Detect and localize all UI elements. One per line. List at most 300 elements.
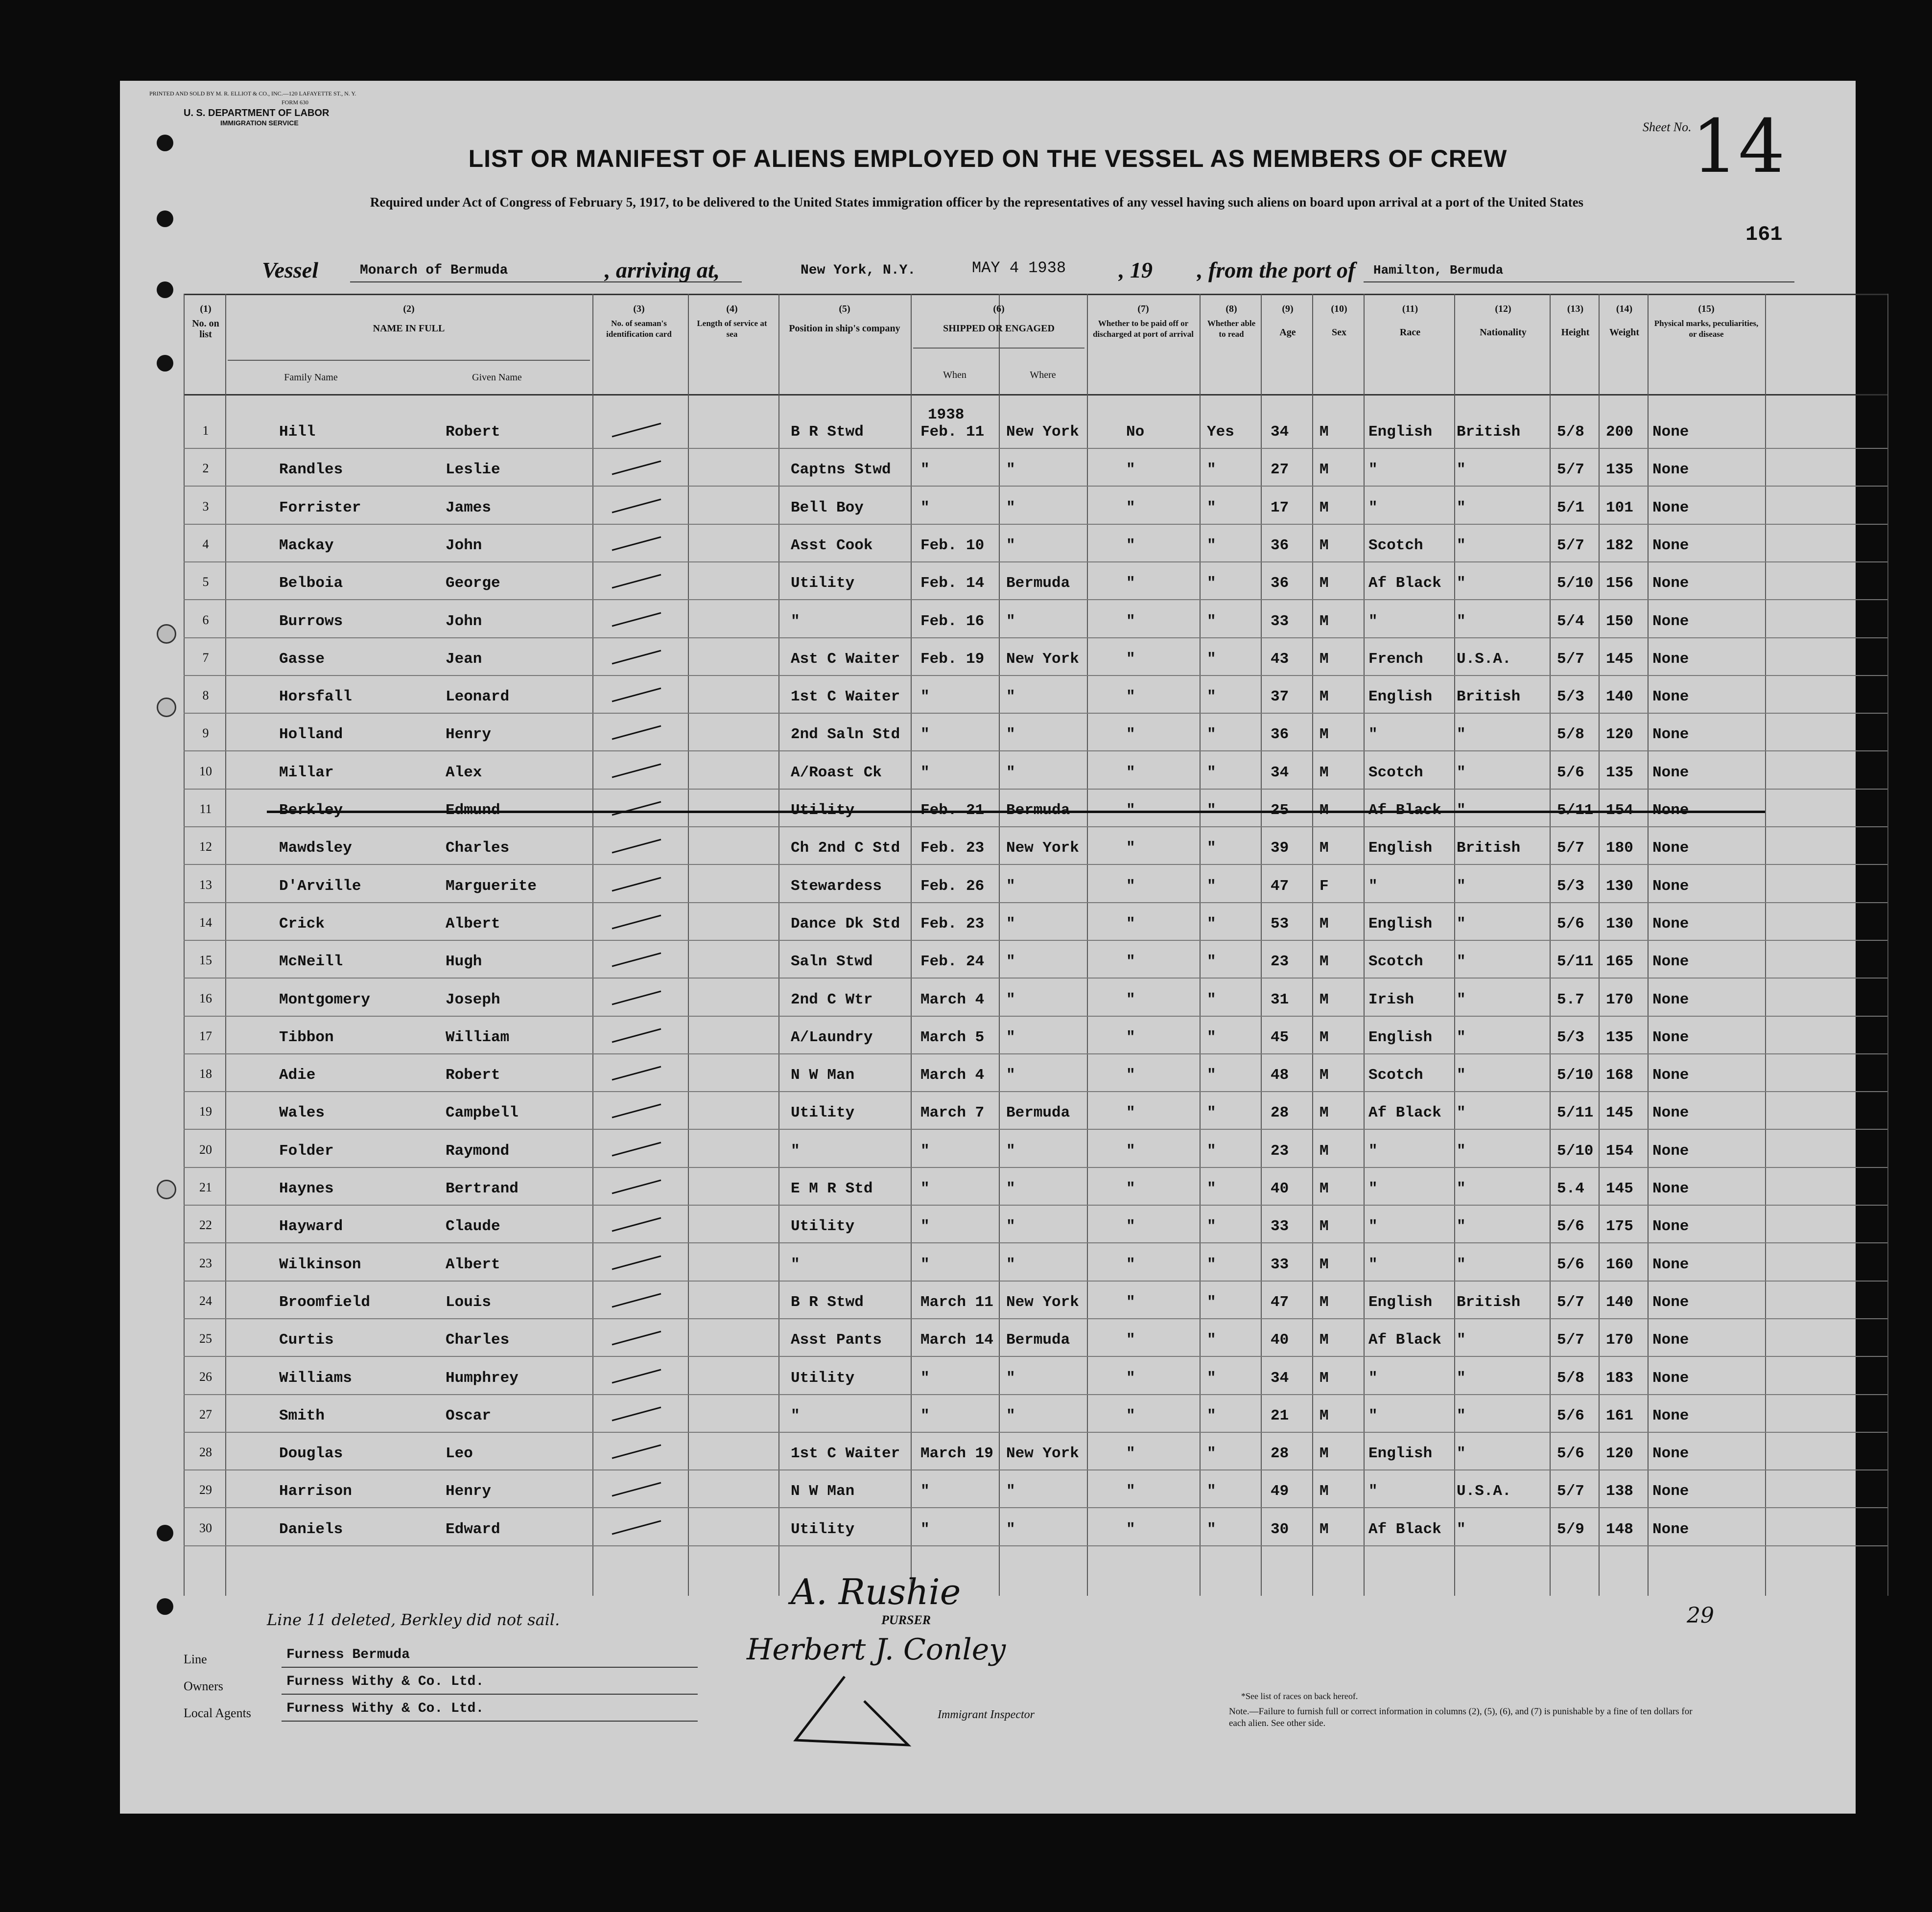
cell-no: 28 <box>199 1445 212 1460</box>
cell-height: 5/6 <box>1557 1407 1584 1424</box>
cell-age: 34 <box>1271 764 1289 781</box>
cell-family: Randles <box>279 461 343 479</box>
cell-when: March 4 <box>920 991 985 1008</box>
cell-given: Leslie <box>446 461 500 479</box>
cell-no: 26 <box>199 1369 212 1384</box>
cell-weight: 140 <box>1606 1293 1633 1311</box>
cell-age: 28 <box>1271 1445 1289 1463</box>
cell-nat: " <box>1457 1369 1466 1387</box>
cell-pos: Utility <box>791 1520 855 1538</box>
cell-when: " <box>920 764 930 781</box>
cell-when: Feb. 26 <box>920 877 985 895</box>
col-10-header: (10) Sex <box>1331 303 1347 338</box>
cell-height: 5/6 <box>1557 915 1584 933</box>
cell-given: James <box>446 499 492 516</box>
arrival-date: MAY 4 1938 <box>972 259 1066 277</box>
cell-no: 9 <box>202 726 209 741</box>
cell-when: Feb. 16 <box>920 612 985 630</box>
cell-family: Hayward <box>279 1218 343 1236</box>
cell-height: 5/11 <box>1557 953 1594 971</box>
cell-sex: M <box>1319 1142 1329 1160</box>
cell-family: D'Arville <box>279 877 361 895</box>
cell-when: " <box>920 499 930 516</box>
cell-marks: None <box>1652 575 1689 592</box>
cell-paid: " <box>1126 536 1135 554</box>
cell-family: Millar <box>279 764 334 781</box>
id-card-tick-mark <box>610 1366 663 1385</box>
cell-pos: Saln Stwd <box>791 953 873 971</box>
cell-height: 5/6 <box>1557 1256 1584 1273</box>
cell-paid: " <box>1126 1369 1135 1387</box>
id-card-tick-mark <box>610 760 663 780</box>
cell-read: " <box>1207 726 1216 744</box>
row-rule <box>184 864 1887 865</box>
cell-read: " <box>1207 1445 1216 1463</box>
cell-marks: None <box>1652 688 1689 706</box>
cell-pos: " <box>791 1256 800 1273</box>
cell-where: " <box>1006 877 1015 895</box>
cell-sex: M <box>1319 688 1329 706</box>
cell-where: " <box>1006 688 1015 706</box>
cell-age: 37 <box>1271 688 1289 706</box>
cell-given: Charles <box>446 1331 510 1349</box>
row-rule <box>184 1016 1887 1017</box>
cell-read: " <box>1207 1483 1216 1500</box>
cell-family: Crick <box>279 915 325 933</box>
row-rule <box>184 902 1887 903</box>
cell-no: 13 <box>199 877 212 892</box>
cell-marks: None <box>1652 915 1689 933</box>
cell-read: " <box>1207 1028 1216 1046</box>
col-11-header: (11) Race <box>1399 303 1421 338</box>
cell-race: Scotch <box>1368 764 1423 781</box>
row-rule <box>184 675 1887 676</box>
row-rule <box>184 1394 1887 1395</box>
id-card-tick-mark <box>610 609 663 629</box>
cell-paid: " <box>1126 1142 1135 1160</box>
cell-family: Harrison <box>279 1483 352 1500</box>
cell-no: 22 <box>199 1218 212 1233</box>
row-rule <box>184 1129 1887 1130</box>
cell-read: " <box>1207 1180 1216 1197</box>
cell-no: 29 <box>199 1483 212 1497</box>
cell-marks: None <box>1652 1180 1689 1197</box>
agents-label: Local Agents <box>184 1706 251 1720</box>
cell-paid: No <box>1126 423 1145 441</box>
cell-pos: 1st C Waiter <box>791 1445 900 1463</box>
row-rule <box>184 1545 1887 1546</box>
sheet-number: 14 <box>1692 104 1785 189</box>
cell-where: New York <box>1006 1445 1079 1463</box>
cell-nat: " <box>1457 764 1466 781</box>
cell-no: 1 <box>202 423 209 438</box>
cell-read: " <box>1207 1331 1216 1349</box>
cell-family: Broomfield <box>279 1293 371 1311</box>
cell-paid: " <box>1126 612 1135 630</box>
year-label: , 19 <box>1119 257 1153 282</box>
id-card-tick-mark <box>610 874 663 893</box>
cell-family: Douglas <box>279 1445 343 1463</box>
cell-height: 5/6 <box>1557 1218 1584 1236</box>
cell-marks: None <box>1652 1483 1689 1500</box>
cell-paid: " <box>1126 877 1135 895</box>
cell-weight: 156 <box>1606 575 1633 592</box>
col-3-header: (3) No. of seaman's identification card <box>606 303 672 339</box>
cell-where: " <box>1006 1218 1015 1236</box>
cell-race: English <box>1368 688 1433 706</box>
cell-weight: 150 <box>1606 612 1633 630</box>
cell-sex: M <box>1319 575 1329 592</box>
cell-nat: " <box>1457 915 1466 933</box>
cell-marks: None <box>1652 650 1689 668</box>
cell-nat: " <box>1457 1180 1466 1197</box>
cell-family: Adie <box>279 1067 316 1084</box>
cell-read: " <box>1207 953 1216 971</box>
cell-height: 5/6 <box>1557 1445 1584 1463</box>
cell-paid: " <box>1126 1407 1135 1424</box>
printer-imprint: PRINTED AND SOLD BY M. R. ELLIOT & CO., INC.—120 LAFAYETTE ST., N. Y. <box>149 90 356 97</box>
cell-sex: M <box>1319 423 1329 441</box>
cell-sex: F <box>1319 877 1329 895</box>
cell-paid: " <box>1126 726 1135 744</box>
column-rule <box>1648 294 1649 1596</box>
cell-nat: " <box>1457 461 1466 479</box>
cell-weight: 160 <box>1606 1256 1633 1273</box>
cell-nat: " <box>1457 612 1466 630</box>
id-card-tick-mark <box>610 1517 663 1537</box>
cell-race: Af Black <box>1368 575 1441 592</box>
id-card-tick-mark <box>610 911 663 931</box>
cell-no: 30 <box>199 1520 212 1535</box>
cell-height: 5/10 <box>1557 1142 1594 1160</box>
cell-read: " <box>1207 1256 1216 1273</box>
id-card-tick-mark <box>610 1025 663 1045</box>
cell-family: Forrister <box>279 499 361 516</box>
cell-read: " <box>1207 839 1216 857</box>
cell-age: 36 <box>1271 726 1289 744</box>
cell-when: " <box>920 1407 930 1424</box>
cell-nat: U.S.A. <box>1457 1483 1511 1500</box>
cell-paid: " <box>1126 1293 1135 1311</box>
cell-weight: 148 <box>1606 1520 1633 1538</box>
arriving-label: , arriving at, <box>605 257 720 282</box>
cell-sex: M <box>1319 1256 1329 1273</box>
cell-no: 19 <box>199 1104 212 1119</box>
cell-where: New York <box>1006 839 1079 857</box>
id-card-tick-mark <box>610 1100 663 1120</box>
cell-where: New York <box>1006 1293 1079 1311</box>
cell-when: Feb. 24 <box>920 953 985 971</box>
id-card-tick-mark <box>610 1214 663 1234</box>
cell-race: " <box>1368 1483 1378 1500</box>
cell-pos: " <box>791 1407 800 1424</box>
cell-when: March 19 <box>920 1445 993 1463</box>
cell-sex: M <box>1319 461 1329 479</box>
row-rule <box>184 1469 1887 1470</box>
cell-nat: " <box>1457 536 1466 554</box>
cell-paid: " <box>1126 575 1135 592</box>
col-4-header: (4) Length of service at sea <box>697 303 767 339</box>
cell-read: " <box>1207 1293 1216 1311</box>
id-card-tick-mark <box>610 1403 663 1423</box>
cell-given: Robert <box>446 423 500 441</box>
cell-race: French <box>1368 650 1423 668</box>
id-card-tick-mark <box>610 1441 663 1461</box>
cell-race: Irish <box>1368 991 1414 1008</box>
cell-read: " <box>1207 915 1216 933</box>
cell-family: Gasse <box>279 650 325 668</box>
cell-nat: " <box>1457 1067 1466 1084</box>
cell-when: March 4 <box>920 1067 985 1084</box>
cell-nat: U.S.A. <box>1457 650 1511 668</box>
id-card-tick-mark <box>610 1139 663 1158</box>
cell-marks: None <box>1652 1445 1689 1463</box>
purser-label: PURSER <box>881 1613 931 1627</box>
cell-sex: M <box>1319 499 1329 516</box>
cell-family: Smith <box>279 1407 325 1424</box>
cell-no: 24 <box>199 1293 212 1308</box>
cell-given: Hugh <box>446 953 482 971</box>
cell-race: " <box>1368 1256 1378 1273</box>
cell-height: 5/7 <box>1557 461 1584 479</box>
cell-nat: " <box>1457 1445 1466 1463</box>
cell-sex: M <box>1319 839 1329 857</box>
cell-read: " <box>1207 991 1216 1008</box>
binder-hole <box>157 1525 173 1541</box>
column-rule <box>911 294 912 1596</box>
cell-when: " <box>920 461 930 479</box>
cell-pos: Captns Stwd <box>791 461 891 479</box>
cell-sex: M <box>1319 764 1329 781</box>
cell-where: " <box>1006 499 1015 516</box>
cell-height: 5/7 <box>1557 1483 1584 1500</box>
cell-where: " <box>1006 915 1015 933</box>
cell-race: English <box>1368 839 1433 857</box>
cell-where: " <box>1006 1407 1015 1424</box>
where-header: Where <box>1030 370 1056 380</box>
cell-pos: Asst Pants <box>791 1331 882 1349</box>
cell-given: Henry <box>446 1483 492 1500</box>
cell-sex: M <box>1319 1369 1329 1387</box>
vessel-name: Monarch of Bermuda <box>360 263 508 278</box>
col-5-header: (5) Position in ship's company <box>789 303 900 334</box>
cell-no: 16 <box>199 991 212 1005</box>
line-label: Line <box>184 1652 207 1666</box>
row-rule <box>184 1281 1887 1282</box>
cell-height: 5/4 <box>1557 612 1584 630</box>
column-rule <box>184 294 185 1596</box>
cell-nat: " <box>1457 1331 1466 1349</box>
cell-nat: " <box>1457 1520 1466 1538</box>
vessel-label: Vessel <box>262 257 318 282</box>
cell-pos: Stewardess <box>791 877 882 895</box>
row-rule <box>184 561 1887 562</box>
cell-where: " <box>1006 1067 1015 1084</box>
cell-weight: 135 <box>1606 461 1633 479</box>
cell-paid: " <box>1126 1331 1135 1349</box>
cell-age: 48 <box>1271 1067 1289 1084</box>
cell-pos: Asst Cook <box>791 536 873 554</box>
cell-age: 39 <box>1271 839 1289 857</box>
cell-paid: " <box>1126 1028 1135 1046</box>
cell-weight: 168 <box>1606 1067 1633 1084</box>
cell-family: Curtis <box>279 1331 334 1349</box>
cell-given: William <box>446 1028 510 1046</box>
cell-race: " <box>1368 612 1378 630</box>
column-rule <box>1312 294 1313 1596</box>
cell-given: Leonard <box>446 688 510 706</box>
cell-read: " <box>1207 1407 1216 1424</box>
cell-pos: Bell Boy <box>791 499 864 516</box>
cell-race: " <box>1368 1142 1378 1160</box>
cell-age: 36 <box>1271 536 1289 554</box>
cell-age: 53 <box>1271 915 1289 933</box>
agents-value: Furness Withy & Co. Ltd. <box>286 1701 484 1716</box>
cell-age: 34 <box>1271 423 1289 441</box>
cell-where: New York <box>1006 650 1079 668</box>
cell-no: 10 <box>199 764 212 778</box>
cell-height: 5/8 <box>1557 1369 1584 1387</box>
cell-when: " <box>920 1369 930 1387</box>
cell-pos: B R Stwd <box>791 1293 864 1311</box>
cell-no: 21 <box>199 1180 212 1194</box>
cell-where: " <box>1006 1520 1015 1538</box>
cell-marks: None <box>1652 423 1689 441</box>
col-14-header: (14) Weight <box>1609 303 1640 338</box>
col-8-header: (8) Whether able to read <box>1207 303 1256 339</box>
cell-marks: None <box>1652 839 1689 857</box>
cell-age: 40 <box>1271 1331 1289 1349</box>
cell-pos: A/Roast Ck <box>791 764 882 781</box>
cell-read: " <box>1207 461 1216 479</box>
cell-height: 5/3 <box>1557 688 1584 706</box>
column-rule <box>999 294 1000 1596</box>
from-label: , from the port of <box>1197 257 1356 282</box>
cell-nat: " <box>1457 1104 1466 1122</box>
cell-marks: None <box>1652 726 1689 744</box>
cell-when: " <box>920 1256 930 1273</box>
cell-paid: " <box>1126 1180 1135 1197</box>
cell-race: Af Black <box>1368 1331 1441 1349</box>
cell-no: 25 <box>199 1331 212 1346</box>
cell-marks: None <box>1652 1520 1689 1538</box>
cell-marks: None <box>1652 461 1689 479</box>
column-rule <box>1887 294 1888 1596</box>
cell-pos: Utility <box>791 1218 855 1236</box>
purser-signature: A. Rushie <box>791 1571 961 1612</box>
family-name-header: Family Name <box>284 372 338 383</box>
cell-weight: 140 <box>1606 688 1633 706</box>
cell-pos: 1st C Waiter <box>791 688 900 706</box>
cell-given: Joseph <box>446 991 500 1008</box>
cell-when: " <box>920 1142 930 1160</box>
cell-read: " <box>1207 1369 1216 1387</box>
cell-when: Feb. 10 <box>920 536 985 554</box>
cell-paid: " <box>1126 461 1135 479</box>
cell-paid: " <box>1126 953 1135 971</box>
cell-race: " <box>1368 1180 1378 1197</box>
cell-family: Horsfall <box>279 688 352 706</box>
cell-weight: 138 <box>1606 1483 1633 1500</box>
col-13-header: (13) Height <box>1561 303 1590 338</box>
binder-hole <box>157 355 173 372</box>
row-rule <box>184 978 1887 979</box>
cell-nat: " <box>1457 1142 1466 1160</box>
cell-sex: M <box>1319 1520 1329 1538</box>
cell-given: Albert <box>446 915 500 933</box>
cell-read: " <box>1207 612 1216 630</box>
cell-family: Belboia <box>279 575 343 592</box>
cell-given: Claude <box>446 1218 500 1236</box>
cell-nat: " <box>1457 575 1466 592</box>
row-rule <box>184 1507 1887 1508</box>
cell-family: Montgomery <box>279 991 371 1008</box>
cell-where: " <box>1006 953 1015 971</box>
cell-weight: 135 <box>1606 1028 1633 1046</box>
cell-age: 43 <box>1271 650 1289 668</box>
column-rule <box>1599 294 1600 1596</box>
id-card-tick-mark <box>610 571 663 590</box>
when-header: When <box>943 370 966 380</box>
row-rule <box>184 599 1887 600</box>
cell-read: " <box>1207 650 1216 668</box>
id-card-tick-mark <box>610 647 663 666</box>
cell-pos: Dance Dk Std <box>791 915 900 933</box>
cell-no: 20 <box>199 1142 212 1157</box>
row-rule <box>184 1356 1887 1357</box>
cell-given: John <box>446 536 482 554</box>
service: IMMIGRATION SERVICE <box>220 119 299 127</box>
column-rule <box>1454 294 1455 1596</box>
cell-given: Marguerite <box>446 877 537 895</box>
cell-height: 5/10 <box>1557 575 1594 592</box>
cell-given: Jean <box>446 650 482 668</box>
cell-nat: British <box>1457 1293 1521 1311</box>
row-rule <box>184 1242 1887 1243</box>
cell-nat: " <box>1457 877 1466 895</box>
cell-nat: " <box>1457 1028 1466 1046</box>
cell-read: " <box>1207 1520 1216 1538</box>
row-rule <box>184 1318 1887 1319</box>
cell-pos: Utility <box>791 1104 855 1122</box>
cell-family: Haynes <box>279 1180 334 1197</box>
cell-paid: " <box>1126 991 1135 1008</box>
cell-where: Bermuda <box>1006 575 1070 592</box>
column-rule <box>1261 294 1262 1596</box>
cell-given: Robert <box>446 1067 500 1084</box>
cell-marks: None <box>1652 1369 1689 1387</box>
cell-paid: " <box>1126 499 1135 516</box>
cell-weight: 183 <box>1606 1369 1633 1387</box>
cell-age: 47 <box>1271 877 1289 895</box>
cell-height: 5/10 <box>1557 1067 1594 1084</box>
cell-weight: 130 <box>1606 877 1633 895</box>
cell-sex: M <box>1319 1180 1329 1197</box>
cell-pos: 2nd C Wtr <box>791 991 873 1008</box>
cell-height: 5.7 <box>1557 991 1584 1008</box>
cell-nat: " <box>1457 1218 1466 1236</box>
cell-marks: None <box>1652 1218 1689 1236</box>
row-rule <box>184 524 1887 525</box>
from-port: Hamilton, Bermuda <box>1373 263 1504 278</box>
row-rule <box>184 1432 1887 1433</box>
deletion-note: Line 11 deleted, Berkley did not sail. <box>267 1610 560 1629</box>
cell-pos: " <box>791 612 800 630</box>
cell-weight: 101 <box>1606 499 1633 516</box>
cell-read: Yes <box>1207 423 1234 441</box>
col-2-header: (2) NAME IN FULL <box>373 303 445 334</box>
cell-marks: None <box>1652 612 1689 630</box>
